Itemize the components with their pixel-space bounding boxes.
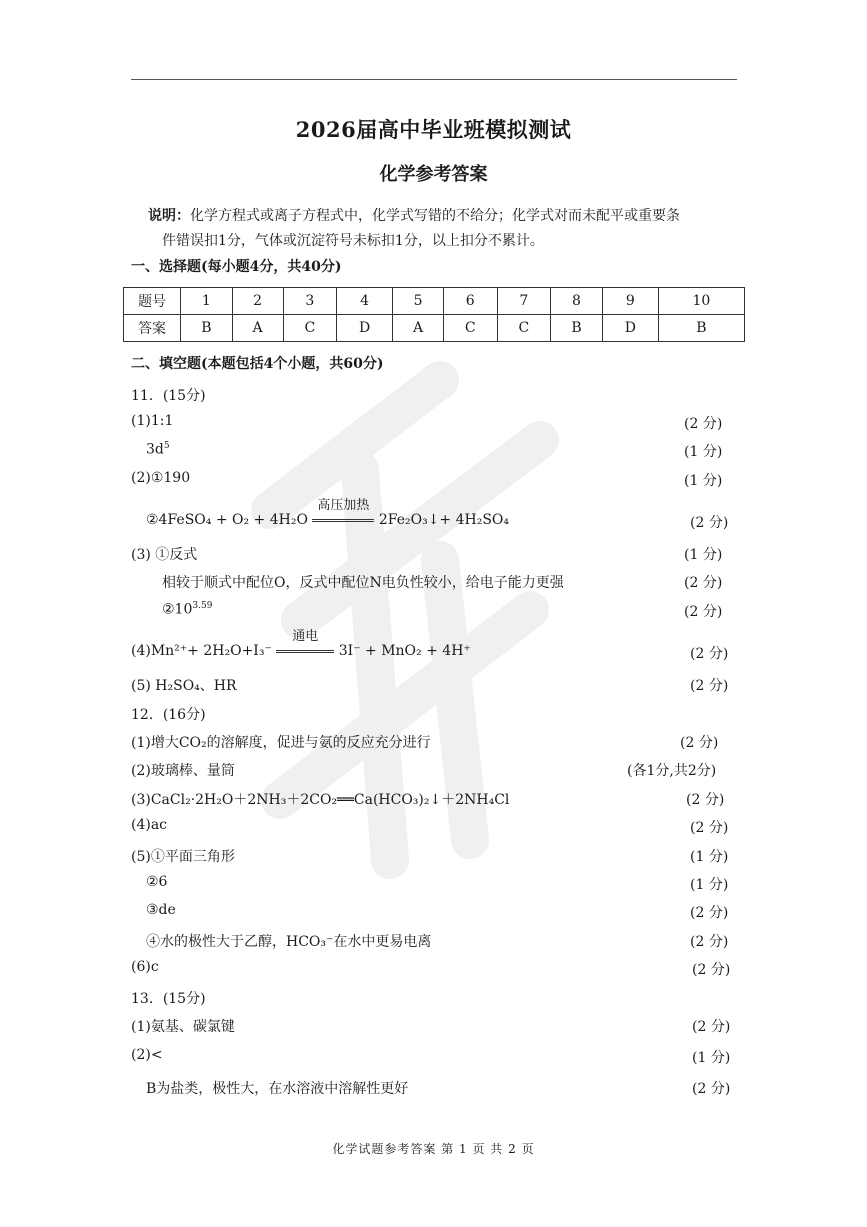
table-row	[124, 315, 745, 342]
q12-answer-5: (5)①平面三角形	[131, 849, 235, 865]
table-cell: B	[181, 315, 233, 342]
q12-score-5: (1 分)	[690, 849, 729, 865]
q12-answer-9: (6)c	[131, 959, 159, 975]
q13-score-2: (1 分)	[692, 1050, 731, 1066]
q11-eq-right: 2Fe₂O₃↓+ 4H₂SO₄	[378, 512, 510, 528]
q11-score-4: (2 分)	[690, 515, 729, 531]
table-cell: A	[232, 315, 283, 342]
q13-score-1: (2 分)	[692, 1019, 731, 1035]
q12-answer-7: ③de	[146, 902, 176, 918]
q12-score-4: (2 分)	[690, 820, 729, 836]
section-2-title: 二、填空题(本题包括4个小题，共60分)	[131, 356, 384, 372]
table-row-label: 答案	[124, 315, 181, 342]
table-cell: B	[658, 315, 744, 342]
table-cell: 3	[283, 288, 337, 315]
note-label: 说明：	[148, 208, 190, 224]
table-cell: D	[602, 315, 658, 342]
q11-eq2-left: (4)Mn²⁺+ 2H₂O+I₃⁻	[131, 643, 272, 659]
q11-answer-2-base: 3d	[146, 441, 164, 458]
table-cell: 2	[232, 288, 283, 315]
table-cell: 6	[443, 288, 497, 315]
table-cell: D	[337, 315, 393, 342]
table-row	[124, 288, 745, 315]
q12-answer-1: (1)增大CO₂的溶解度，促进与氨的反应充分进行	[131, 735, 431, 751]
q13-heading: 13．(15分)	[131, 991, 206, 1007]
q12-score-6: (1 分)	[690, 877, 729, 893]
table-cell: 5	[393, 288, 444, 315]
q11-eq-left: ②4FeSO₄ + O₂ + 4H₂O	[146, 512, 308, 528]
q12-answer-3: (3)CaCl₂·2H₂O＋2NH₃＋2CO₂══Ca(HCO₃)₂↓＋2NH₄Cl	[131, 792, 510, 808]
section-1-title: 一、选择题(每小题4分，共40分)	[131, 259, 342, 275]
table-cell: 10	[658, 288, 744, 315]
q12-score-2: (各1分,共2分)	[627, 763, 717, 779]
table-cell: 4	[337, 288, 393, 315]
choice-answer-table	[123, 287, 745, 342]
q13-answer-3: B为盐类，极性大，在水溶液中溶解性更好	[146, 1081, 409, 1097]
table-cell: C	[497, 315, 551, 342]
q11-answer-4	[146, 498, 510, 528]
table-row-label: 题号	[124, 288, 181, 315]
q11-answer-9: (5) H₂SO₄、HR	[131, 678, 237, 694]
q11-score-1: (2 分)	[684, 416, 723, 432]
q13-score-3: (2 分)	[692, 1081, 731, 1097]
q12-score-9: (2 分)	[692, 962, 731, 978]
q11-answer-3: (2)①190	[131, 470, 191, 486]
page-subtitle: 化学参考答案	[379, 164, 488, 185]
q11-answer-7-base: ②10	[162, 601, 193, 618]
q11-eq2-condition: 通电	[292, 629, 319, 644]
q11-eq2-arrow	[276, 629, 334, 659]
q11-answer-6: 相较于顺式中配位O，反式中配位N电负性较小，给电子能力更强	[162, 575, 564, 591]
page-title: 2026届高中毕业班模拟测试	[295, 117, 572, 142]
q12-score-8: (2 分)	[690, 934, 729, 950]
q11-score-7: (2 分)	[684, 604, 723, 620]
q11-heading: 11．(15分)	[131, 388, 206, 404]
q12-answer-6: ②6	[146, 874, 168, 890]
q11-answer-1: (1)1:1	[131, 413, 174, 429]
table-cell: B	[551, 315, 603, 342]
q12-score-3: (2 分)	[686, 792, 725, 808]
table-cell: C	[283, 315, 337, 342]
q11-answer-7-sup: 3.59	[192, 601, 213, 611]
q13-answer-1: (1)氨基、碳氯键	[131, 1019, 235, 1035]
q11-score-6: (2 分)	[684, 575, 723, 591]
table-cell: 9	[602, 288, 658, 315]
note-line-1: 化学方程式或离子方程式中，化学式写错的不给分；化学式对而未配平或重要条	[190, 208, 680, 224]
q13-answer-2: (2)<	[131, 1047, 163, 1063]
q11-score-3: (1 分)	[684, 473, 723, 489]
table-cell: C	[443, 315, 497, 342]
q12-answer-4: (4)ac	[131, 817, 168, 833]
instructions-note	[148, 204, 743, 254]
top-rule	[131, 79, 737, 80]
q11-answer-8	[131, 629, 471, 659]
q12-score-7: (2 分)	[690, 905, 729, 921]
q11-score-9: (2 分)	[690, 678, 729, 694]
q12-answer-2: (2)玻璃棒、量筒	[131, 763, 235, 779]
q11-answer-2	[146, 441, 170, 458]
q11-eq2-right: 3I⁻ + MnO₂ + 4H⁺	[338, 643, 471, 659]
q12-heading: 12．(16分)	[131, 707, 206, 723]
page-footer: 化学试题参考答案 第 1 页 共 2 页	[332, 1142, 535, 1156]
q11-answer-2-sup: 5	[163, 441, 170, 451]
q11-answer-5: (3) ①反式	[131, 547, 198, 563]
table-cell: 1	[181, 288, 233, 315]
q11-score-2: (1 分)	[684, 444, 723, 460]
q12-answer-8: ④水的极性大于乙醇，HCO₃⁻在水中更易电离	[146, 934, 432, 950]
q11-score-5: (1 分)	[684, 547, 723, 563]
table-cell: A	[393, 315, 444, 342]
q11-eq-arrow	[312, 498, 374, 528]
note-line-2: 件错误扣1分，气体或沉淀符号未标扣1分，以上扣分不累计。	[162, 233, 544, 249]
q11-answer-7	[162, 601, 212, 618]
q11-eq-condition: 高压加热	[317, 498, 370, 513]
table-cell: 7	[497, 288, 551, 315]
table-cell: 8	[551, 288, 603, 315]
q12-score-1: (2 分)	[680, 735, 719, 751]
q11-score-8: (2 分)	[690, 646, 729, 662]
